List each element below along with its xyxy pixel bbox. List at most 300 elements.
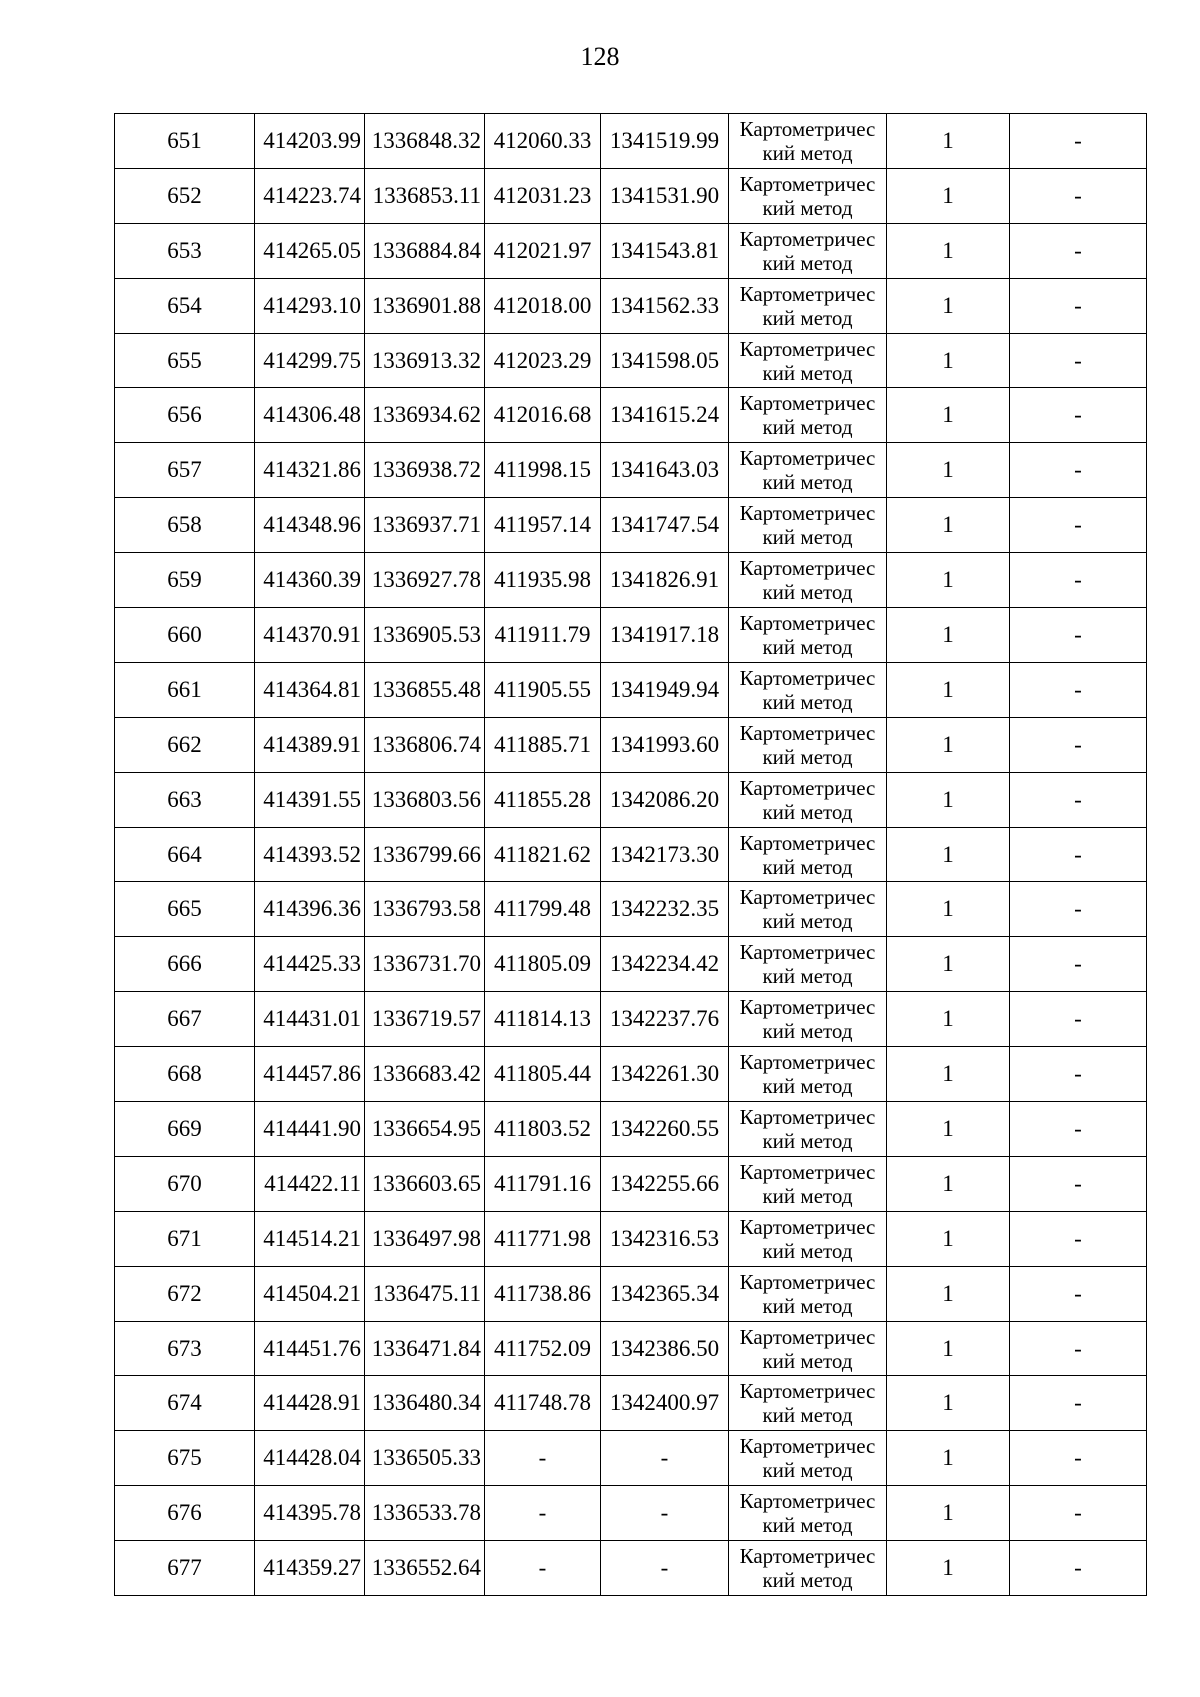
x2-cell: 412018.00 [485,278,601,333]
y1-cell: 1336884.84 [365,223,485,278]
method-line-1: Картометричес [739,995,876,1020]
method-cell [729,662,887,717]
note-cell: - [1010,662,1147,717]
method-line-2: кий метод [762,140,853,165]
note-cell: - [1010,608,1147,663]
note-cell: - [1010,1376,1147,1431]
y1-cell: 1336654.95 [365,1102,485,1157]
table-row [115,608,1147,663]
y2-cell: 1342255.66 [601,1156,729,1211]
x1-cell: 414293.10 [255,278,365,333]
page-number: 128 [580,42,620,71]
accuracy-cell: 1 [887,608,1010,663]
point-number-cell: 676 [115,1486,255,1541]
point-number-cell: 654 [115,278,255,333]
note-cell: - [1010,1266,1147,1321]
point-number-cell: 666 [115,937,255,992]
table-row [115,937,1147,992]
y1-cell: 1336853.11 [365,168,485,223]
note-cell: - [1010,168,1147,223]
accuracy-cell: 1 [887,1486,1010,1541]
method-line-1: Картометричес [739,720,876,745]
note-cell: - [1010,1211,1147,1266]
x1-cell: 414514.21 [255,1211,365,1266]
point-number-cell: 659 [115,553,255,608]
point-number-cell: 657 [115,443,255,498]
table-row [115,717,1147,772]
y2-cell: - [601,1486,729,1541]
x2-cell: 411805.09 [485,937,601,992]
y1-cell: 1336901.88 [365,278,485,333]
method-cell [729,388,887,443]
table-row [115,1431,1147,1486]
point-number-cell: 665 [115,882,255,937]
method-line-2: кий метод [762,744,853,769]
note-cell: - [1010,443,1147,498]
y1-cell: 1336905.53 [365,608,485,663]
note-cell: - [1010,717,1147,772]
table-row [115,882,1147,937]
method-cell [729,1541,887,1596]
point-number-cell: 673 [115,1321,255,1376]
method-line-2: кий метод [762,1458,853,1483]
point-number-cell: 675 [115,1431,255,1486]
accuracy-cell: 1 [887,333,1010,388]
x1-cell: 414428.91 [255,1376,365,1431]
x1-cell: 414391.55 [255,772,365,827]
method-cell [729,553,887,608]
y2-cell: 1342386.50 [601,1321,729,1376]
method-line-1: Картометричес [739,501,876,526]
method-cell [729,1321,887,1376]
method-line-1: Картометричес [739,1434,876,1459]
x2-cell: - [485,1431,601,1486]
method-line-1: Картометричес [739,281,876,306]
table-row [115,1156,1147,1211]
x1-cell: 414370.91 [255,608,365,663]
note-cell: - [1010,882,1147,937]
accuracy-cell: 1 [887,1156,1010,1211]
method-cell [729,443,887,498]
method-cell [729,882,887,937]
method-line-2: кий метод [762,634,853,659]
method-cell [729,333,887,388]
method-line-2: кий метод [762,689,853,714]
method-cell [729,992,887,1047]
method-line-1: Картометричес [739,775,876,800]
x1-cell: 414441.90 [255,1102,365,1157]
x2-cell: 411752.09 [485,1321,601,1376]
method-line-2: кий метод [762,964,853,989]
accuracy-cell: 1 [887,662,1010,717]
method-cell [729,937,887,992]
method-line-2: кий метод [762,909,853,934]
note-cell: - [1010,1486,1147,1541]
method-cell [729,168,887,223]
x2-cell: 411791.16 [485,1156,601,1211]
method-line-1: Картометричес [739,171,876,196]
x1-cell: 414321.86 [255,443,365,498]
y1-cell: 1336552.64 [365,1541,485,1596]
table-row [115,1102,1147,1157]
y1-cell: 1336848.32 [365,114,485,169]
x1-cell: 414422.11 [255,1156,365,1211]
method-line-1: Картометричес [739,830,876,855]
method-line-2: кий метод [762,525,853,550]
table-row [115,1376,1147,1431]
x1-cell: 414359.27 [255,1541,365,1596]
accuracy-cell: 1 [887,388,1010,443]
x2-cell: - [485,1541,601,1596]
y2-cell: 1341615.24 [601,388,729,443]
method-line-2: кий метод [762,1074,853,1099]
coordinates-table [114,113,1147,1596]
accuracy-cell: 1 [887,1266,1010,1321]
accuracy-cell: 1 [887,498,1010,553]
table-row [115,278,1147,333]
accuracy-cell: 1 [887,882,1010,937]
method-line-2: кий метод [762,360,853,385]
accuracy-cell: 1 [887,1541,1010,1596]
method-line-1: Картометричес [739,1489,876,1514]
method-cell [729,223,887,278]
method-cell [729,1102,887,1157]
x2-cell: 411799.48 [485,882,601,937]
x2-cell: 411935.98 [485,553,601,608]
accuracy-cell: 1 [887,937,1010,992]
accuracy-cell: 1 [887,1102,1010,1157]
method-line-1: Картометричес [739,610,876,635]
point-number-cell: 670 [115,1156,255,1211]
table-row [115,443,1147,498]
note-cell: - [1010,1321,1147,1376]
accuracy-cell: 1 [887,827,1010,882]
note-cell: - [1010,388,1147,443]
y1-cell: 1336497.98 [365,1211,485,1266]
x2-cell: 411911.79 [485,608,601,663]
method-line-1: Картометричес [739,1379,876,1404]
y1-cell: 1336471.84 [365,1321,485,1376]
y2-cell: 1341826.91 [601,553,729,608]
table-row [115,553,1147,608]
x2-cell: 411957.14 [485,498,601,553]
method-line-2: кий метод [762,1403,853,1428]
accuracy-cell: 1 [887,223,1010,278]
note-cell: - [1010,223,1147,278]
x1-cell: 414431.01 [255,992,365,1047]
method-line-2: кий метод [762,1019,853,1044]
x2-cell: 411885.71 [485,717,601,772]
accuracy-cell: 1 [887,553,1010,608]
point-number-cell: 656 [115,388,255,443]
x2-cell: - [485,1486,601,1541]
x2-cell: 411821.62 [485,827,601,882]
x1-cell: 414451.76 [255,1321,365,1376]
point-number-cell: 677 [115,1541,255,1596]
method-cell [729,278,887,333]
y2-cell: 1342365.34 [601,1266,729,1321]
table-row [115,498,1147,553]
method-line-1: Картометричес [739,116,876,141]
y1-cell: 1336683.42 [365,1047,485,1102]
method-line-2: кий метод [762,305,853,330]
x2-cell: 412060.33 [485,114,601,169]
method-line-1: Картометричес [739,1050,876,1075]
method-line-1: Картометричес [739,665,876,690]
x2-cell: 412016.68 [485,388,601,443]
table-row [115,772,1147,827]
note-cell: - [1010,992,1147,1047]
method-line-2: кий метод [762,250,853,275]
accuracy-cell: 1 [887,1211,1010,1266]
method-line-1: Картометричес [739,556,876,581]
x1-cell: 414389.91 [255,717,365,772]
accuracy-cell: 1 [887,1047,1010,1102]
y1-cell: 1336806.74 [365,717,485,772]
method-cell [729,608,887,663]
y2-cell: 1341543.81 [601,223,729,278]
y1-cell: 1336731.70 [365,937,485,992]
method-cell [729,772,887,827]
method-line-1: Картометричес [739,1214,876,1239]
accuracy-cell: 1 [887,772,1010,827]
y1-cell: 1336927.78 [365,553,485,608]
method-line-2: кий метод [762,1568,853,1593]
x1-cell: 414306.48 [255,388,365,443]
x2-cell: 412031.23 [485,168,601,223]
y2-cell: 1341747.54 [601,498,729,553]
y1-cell: 1336799.66 [365,827,485,882]
y2-cell: 1341643.03 [601,443,729,498]
note-cell: - [1010,1541,1147,1596]
accuracy-cell: 1 [887,278,1010,333]
point-number-cell: 664 [115,827,255,882]
note-cell: - [1010,1431,1147,1486]
table-row [115,388,1147,443]
y1-cell: 1336855.48 [365,662,485,717]
point-number-cell: 674 [115,1376,255,1431]
y1-cell: 1336480.34 [365,1376,485,1431]
x2-cell: 412021.97 [485,223,601,278]
accuracy-cell: 1 [887,1376,1010,1431]
accuracy-cell: 1 [887,717,1010,772]
y1-cell: 1336533.78 [365,1486,485,1541]
x1-cell: 414364.81 [255,662,365,717]
method-line-2: кий метод [762,1238,853,1263]
method-line-2: кий метод [762,799,853,824]
y1-cell: 1336505.33 [365,1431,485,1486]
note-cell: - [1010,1156,1147,1211]
accuracy-cell: 1 [887,168,1010,223]
table-row [115,1266,1147,1321]
y1-cell: 1336475.11 [365,1266,485,1321]
y2-cell: 1341519.99 [601,114,729,169]
table-row [115,223,1147,278]
accuracy-cell: 1 [887,1431,1010,1486]
y2-cell: 1342237.76 [601,992,729,1047]
y2-cell: 1341598.05 [601,333,729,388]
x1-cell: 414223.74 [255,168,365,223]
method-line-1: Картометричес [739,1324,876,1349]
y1-cell: 1336937.71 [365,498,485,553]
table-row [115,1047,1147,1102]
method-cell [729,1431,887,1486]
table-row [115,827,1147,882]
point-number-cell: 660 [115,608,255,663]
note-cell: - [1010,333,1147,388]
method-line-2: кий метод [762,854,853,879]
note-cell: - [1010,772,1147,827]
table-row [115,992,1147,1047]
method-line-1: Картометричес [739,1159,876,1184]
y2-cell: 1342232.35 [601,882,729,937]
y2-cell: 1342260.55 [601,1102,729,1157]
method-line-2: кий метод [762,580,853,605]
x1-cell: 414428.04 [255,1431,365,1486]
table-row [115,333,1147,388]
x1-cell: 414348.96 [255,498,365,553]
x1-cell: 414395.78 [255,1486,365,1541]
point-number-cell: 655 [115,333,255,388]
y1-cell: 1336603.65 [365,1156,485,1211]
method-line-1: Картометричес [739,885,876,910]
y2-cell: 1341531.90 [601,168,729,223]
method-line-1: Картометричес [739,940,876,965]
y2-cell: 1341993.60 [601,717,729,772]
y1-cell: 1336934.62 [365,388,485,443]
method-cell [729,114,887,169]
table-body [115,114,1147,1596]
x2-cell: 411998.15 [485,443,601,498]
y1-cell: 1336719.57 [365,992,485,1047]
x2-cell: 411805.44 [485,1047,601,1102]
method-line-2: кий метод [762,1293,853,1318]
method-cell [729,1211,887,1266]
accuracy-cell: 1 [887,114,1010,169]
y2-cell: 1342261.30 [601,1047,729,1102]
y2-cell: 1341949.94 [601,662,729,717]
table-row [115,1541,1147,1596]
table-row [115,114,1147,169]
accuracy-cell: 1 [887,1321,1010,1376]
x1-cell: 414360.39 [255,553,365,608]
method-line-2: кий метод [762,1348,853,1373]
method-line-1: Картометричес [739,336,876,361]
x2-cell: 412023.29 [485,333,601,388]
x1-cell: 414393.52 [255,827,365,882]
method-line-2: кий метод [762,415,853,440]
point-number-cell: 669 [115,1102,255,1157]
y2-cell: 1341562.33 [601,278,729,333]
table-row [115,662,1147,717]
x1-cell: 414265.05 [255,223,365,278]
method-line-2: кий метод [762,1183,853,1208]
y1-cell: 1336913.32 [365,333,485,388]
method-cell [729,717,887,772]
y2-cell: 1341917.18 [601,608,729,663]
y1-cell: 1336803.56 [365,772,485,827]
point-number-cell: 667 [115,992,255,1047]
accuracy-cell: 1 [887,992,1010,1047]
method-cell [729,1266,887,1321]
accuracy-cell: 1 [887,443,1010,498]
note-cell: - [1010,498,1147,553]
y2-cell: 1342173.30 [601,827,729,882]
method-cell [729,1156,887,1211]
x2-cell: 411905.55 [485,662,601,717]
note-cell: - [1010,553,1147,608]
method-line-1: Картометричес [739,391,876,416]
x2-cell: 411803.52 [485,1102,601,1157]
y2-cell: - [601,1541,729,1596]
y2-cell: 1342316.53 [601,1211,729,1266]
y1-cell: 1336938.72 [365,443,485,498]
point-number-cell: 661 [115,662,255,717]
note-cell: - [1010,937,1147,992]
point-number-cell: 668 [115,1047,255,1102]
method-line-1: Картометричес [739,1104,876,1129]
method-line-1: Картометричес [739,226,876,251]
x1-cell: 414457.86 [255,1047,365,1102]
point-number-cell: 672 [115,1266,255,1321]
method-cell [729,1376,887,1431]
method-cell [729,1486,887,1541]
x2-cell: 411748.78 [485,1376,601,1431]
note-cell: - [1010,1047,1147,1102]
point-number-cell: 671 [115,1211,255,1266]
method-line-2: кий метод [762,1128,853,1153]
table-row [115,1321,1147,1376]
point-number-cell: 658 [115,498,255,553]
method-line-2: кий метод [762,1513,853,1538]
method-cell [729,1047,887,1102]
x2-cell: 411855.28 [485,772,601,827]
x1-cell: 414504.21 [255,1266,365,1321]
y2-cell: - [601,1431,729,1486]
method-line-2: кий метод [762,470,853,495]
y2-cell: 1342234.42 [601,937,729,992]
method-line-1: Картометричес [739,1269,876,1294]
x2-cell: 411814.13 [485,992,601,1047]
table-row [115,1211,1147,1266]
point-number-cell: 662 [115,717,255,772]
method-cell [729,498,887,553]
y1-cell: 1336793.58 [365,882,485,937]
table-row [115,1486,1147,1541]
note-cell: - [1010,278,1147,333]
x1-cell: 414299.75 [255,333,365,388]
y2-cell: 1342086.20 [601,772,729,827]
method-line-1: Картометричес [739,1544,876,1569]
point-number-cell: 652 [115,168,255,223]
method-cell [729,827,887,882]
y2-cell: 1342400.97 [601,1376,729,1431]
table-row [115,168,1147,223]
x1-cell: 414203.99 [255,114,365,169]
x2-cell: 411738.86 [485,1266,601,1321]
note-cell: - [1010,1102,1147,1157]
x2-cell: 411771.98 [485,1211,601,1266]
point-number-cell: 663 [115,772,255,827]
point-number-cell: 651 [115,114,255,169]
point-number-cell: 653 [115,223,255,278]
method-line-2: кий метод [762,195,853,220]
x1-cell: 414425.33 [255,937,365,992]
x1-cell: 414396.36 [255,882,365,937]
method-line-1: Картометричес [739,446,876,471]
note-cell: - [1010,114,1147,169]
note-cell: - [1010,827,1147,882]
